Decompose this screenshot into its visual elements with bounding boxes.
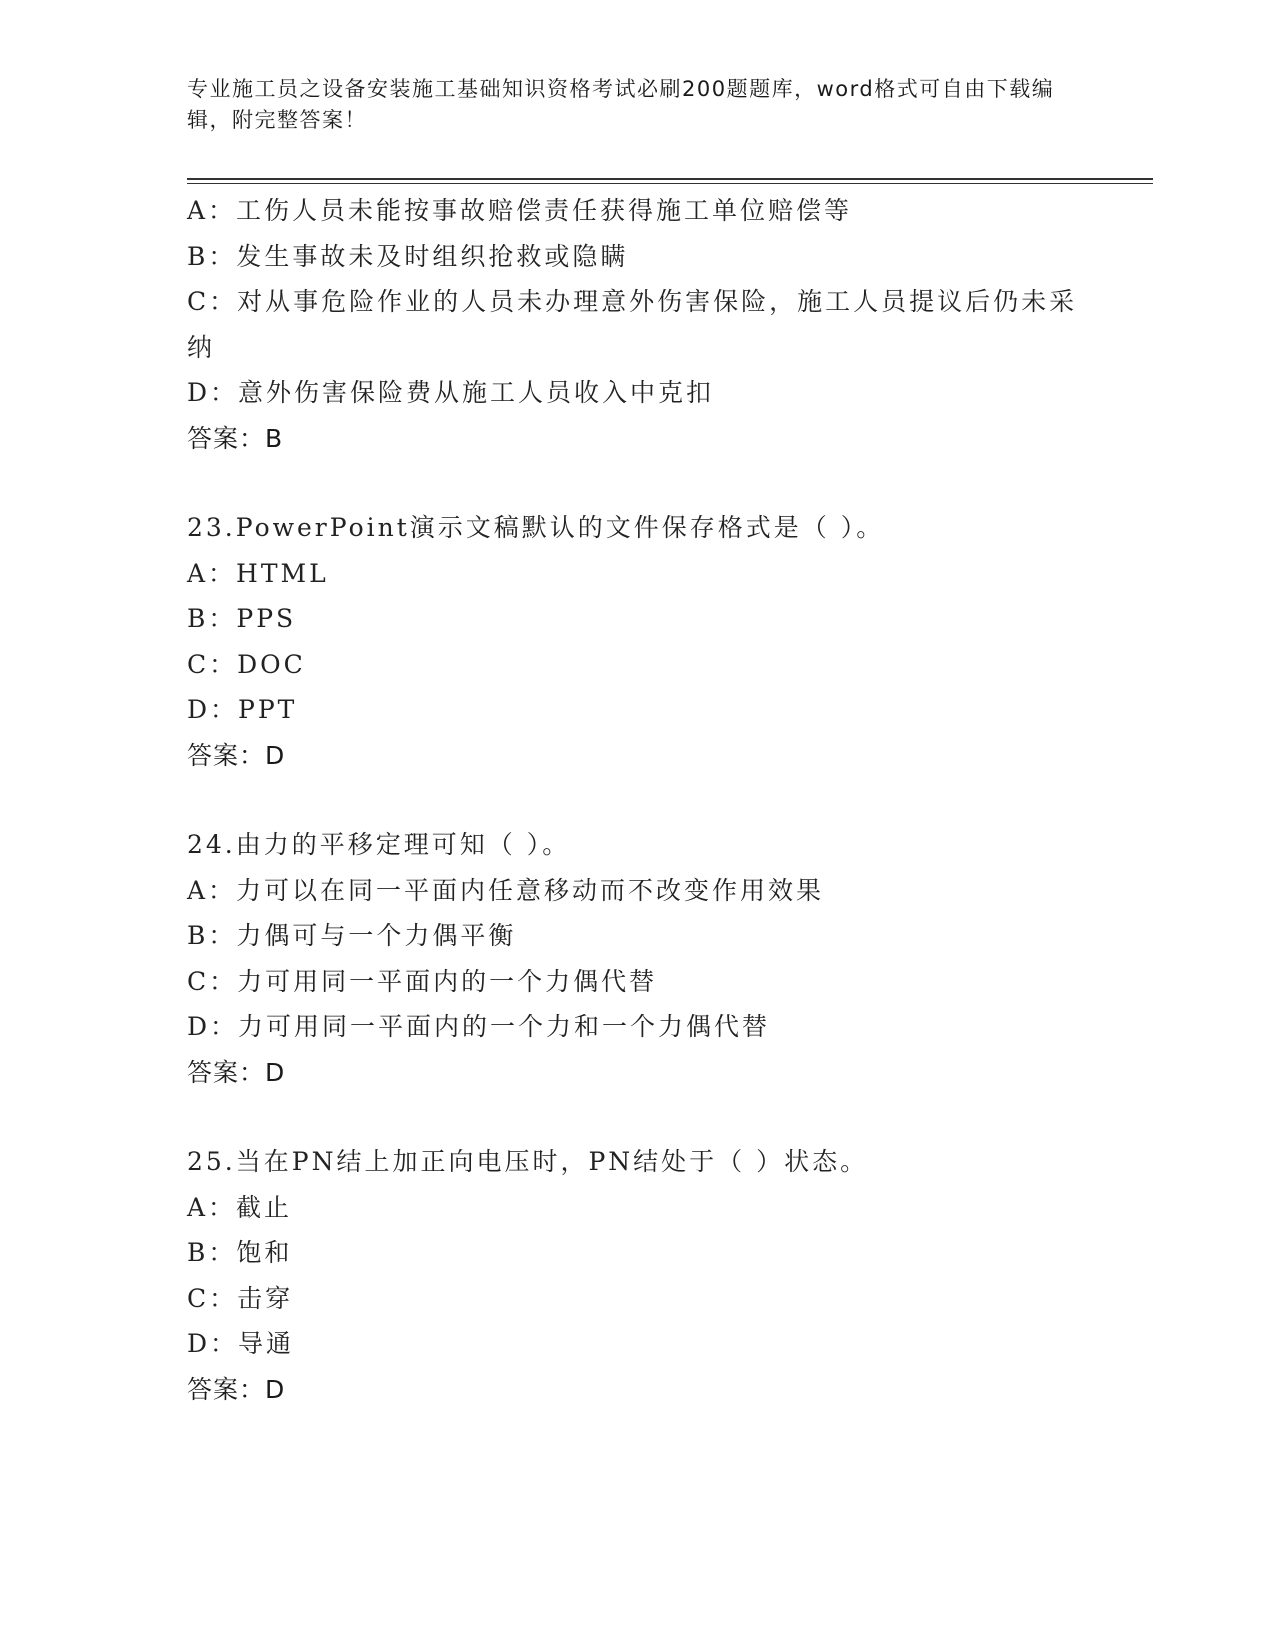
option-b: B：饱和 [187, 1238, 293, 1267]
option-a: A：工伤人员未能按事故赔偿责任获得施工单位赔偿等 [187, 196, 853, 225]
answer-line: 答案：D [187, 1374, 286, 1404]
question-list [187, 188, 1087, 1412]
question-stem: 23.PowerPoint演示文稿默认的文件保存格式是（ ）。 [187, 513, 885, 542]
option-a: A：力可以在同一平面内任意移动而不改变作用效果 [187, 875, 825, 905]
option-d: D：力可用同一平面内的一个力和一个力偶代替 [187, 1012, 771, 1041]
spacer [187, 1095, 1087, 1139]
option-d: D：导通 [187, 1329, 295, 1358]
spacer [187, 778, 1087, 822]
option-b: B：力偶可与一个力偶平衡 [187, 921, 517, 950]
question-block [187, 1139, 1087, 1412]
option-d: D：意外伤害保险费从施工人员收入中克扣 [187, 378, 715, 407]
spacer [187, 461, 1087, 505]
answer-line: 答案：D [187, 1057, 286, 1087]
option-c: C：击穿 [187, 1283, 294, 1313]
option-a: A：截止 [187, 1192, 293, 1222]
question-block [187, 505, 1087, 778]
header-divider-thin [187, 183, 1153, 184]
option-b: B：PPS [187, 604, 297, 633]
question-block [187, 188, 1087, 461]
question-stem: 24.由力的平移定理可知（ ）。 [187, 830, 571, 859]
document-header: 专业施工员之设备安装施工基础知识资格考试必刷200题题库，word格式可自由下载编辑，附完整答案！ [187, 77, 1055, 132]
option-b: B：发生事故未及时组织抢救或隐瞒 [187, 241, 629, 271]
option-a: A：HTML [187, 558, 329, 588]
question-stem: 25.当在PN结上加正向电压时，PN结处于（ ）状态。 [187, 1147, 869, 1176]
header-divider-thick [187, 178, 1153, 180]
option-d: D：PPT [187, 695, 298, 724]
answer-line: 答案：B [187, 423, 284, 453]
option-c: C：DOC [187, 649, 306, 679]
question-block [187, 822, 1087, 1095]
option-c: C：力可用同一平面内的一个力偶代替 [187, 966, 658, 996]
answer-line: 答案：D [187, 740, 286, 770]
option-c: C：对从事危险作业的人员未办理意外伤害保险，施工人员提议后仍未采纳 [187, 287, 1078, 362]
